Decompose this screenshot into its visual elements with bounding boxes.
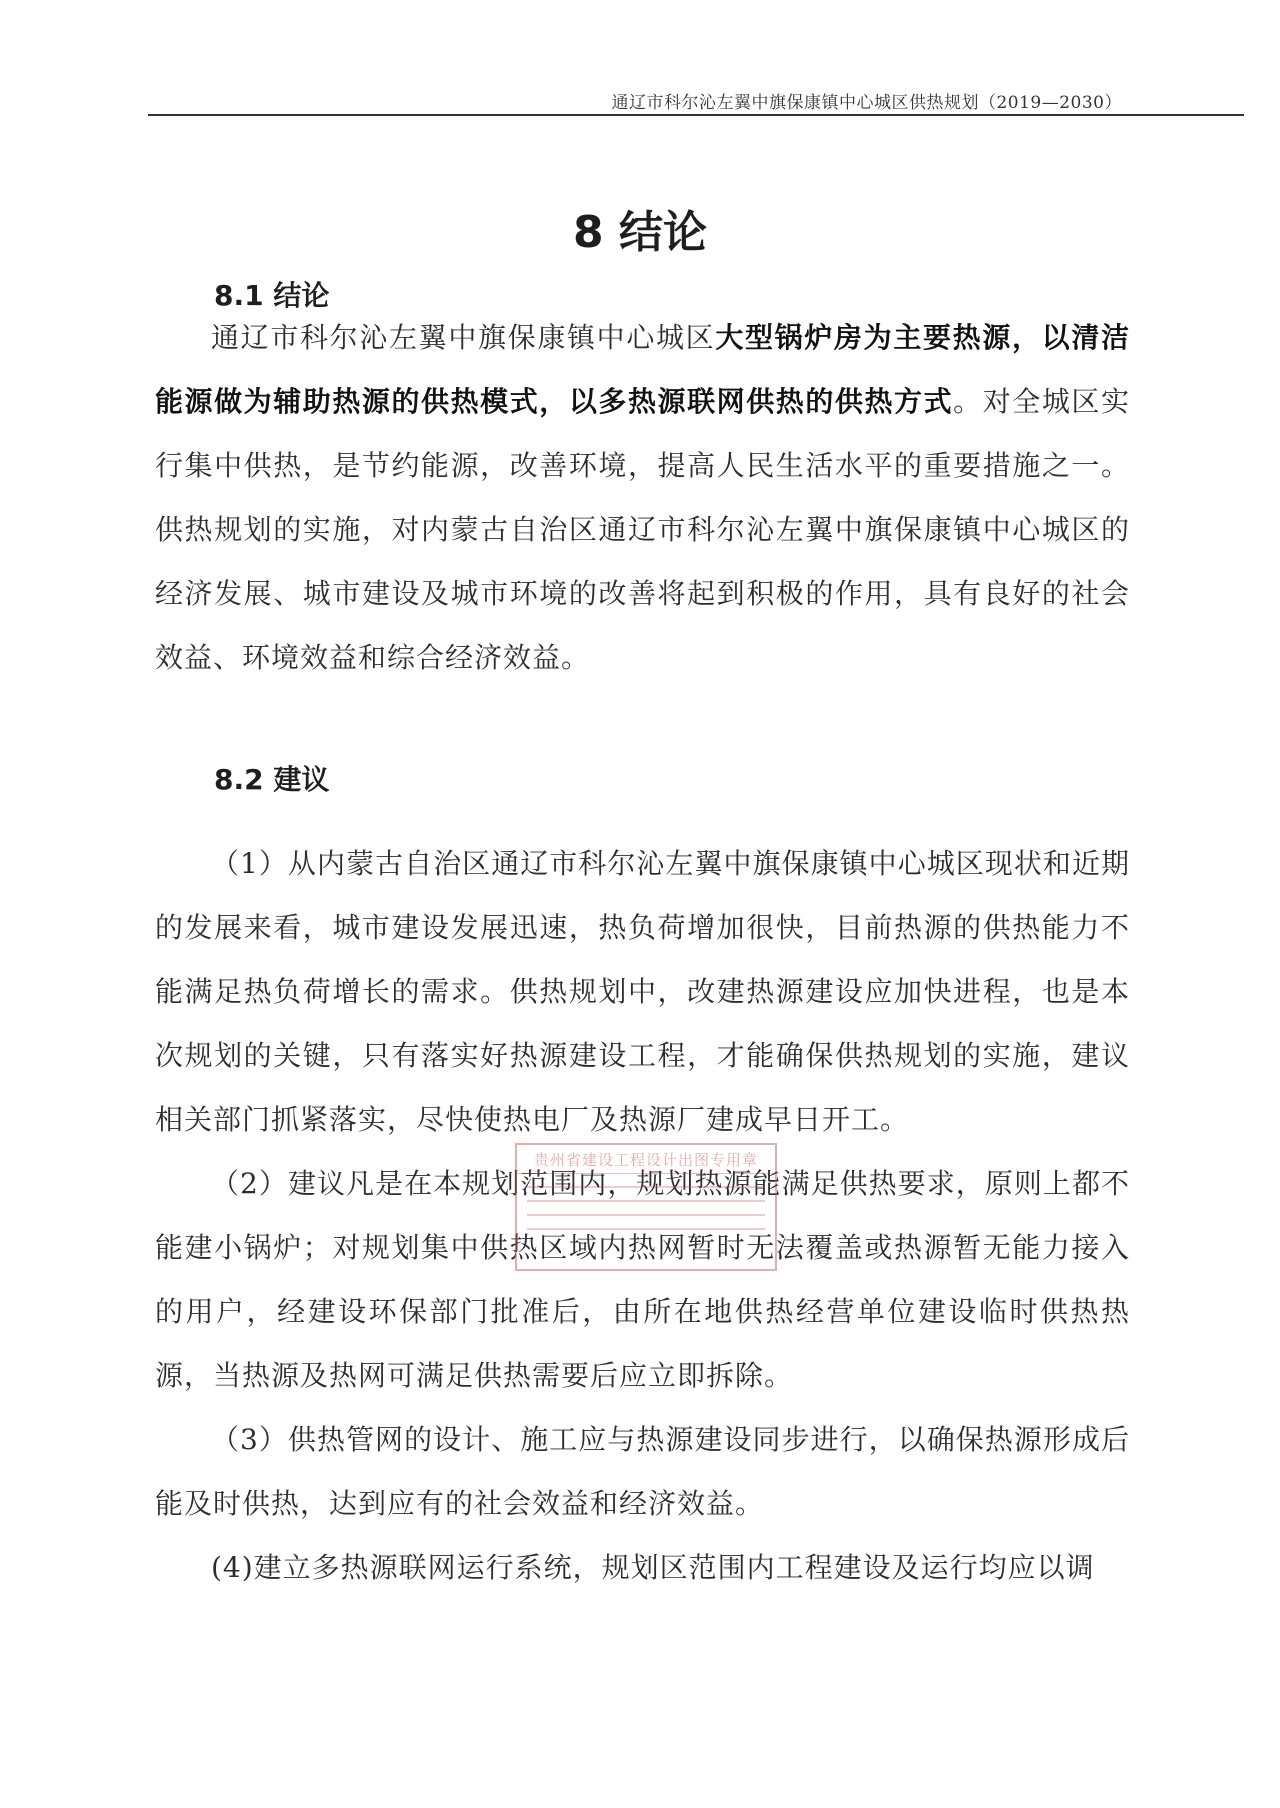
stamp-title: 贵州省建设工程设计出图专用章 bbox=[517, 1145, 775, 1174]
conclusion-tail-text: 。对全城区实行集中供热，是节约能源，改善环境，提高人民生活水平的重要措施之一。供热规划的实施，对内蒙古自治区通辽市科尔沁左翼中旗保康镇中心城区的经济发展、城市建设及城市环境的改善将起到积极的作用，具有良好的社会效益、环境效益和综合经济效益。 bbox=[155, 385, 1130, 674]
suggestion-item-2: （2）建议凡是在本规划范围内，规划热源能满足供热要求，原则上都不能建小锅炉；对规划集中供热区域内热网暂时无法覆盖或热源暂无能力接入的用户，经建设环保部门批准后，由所在地供热经营单位建设临时供热热源，当热源及热网可满足供热需要后应立即拆除。 bbox=[155, 1167, 1130, 1392]
running-header-title: 通辽市科尔沁左翼中旗保康镇中心城区供热规划（2019—2030） bbox=[611, 93, 1122, 113]
section-heading-suggestions: 8.2 建议 bbox=[214, 763, 330, 796]
conclusion-paragraph bbox=[155, 306, 1130, 690]
section-heading-conclusion: 8.1 结论 bbox=[214, 279, 330, 312]
conclusion-lead-text: 通辽市科尔沁左翼中旗保康镇中心城区 bbox=[211, 321, 716, 354]
conclusion-bold-text: 大型锅炉房为主要热源，以清洁能源做为辅助热源的供热模式，以多热源联网供热的供热方式 bbox=[155, 321, 1130, 418]
header-divider bbox=[148, 114, 1244, 116]
chapter-title: 8 结论 bbox=[573, 207, 707, 258]
suggestion-item-3: （3）供热管网的设计、施工应与热源建设同步进行，以确保热源形成后能及时供热，达到应有的社会效益和经济效益。 bbox=[155, 1423, 1130, 1520]
suggestion-item-4: (4)建立多热源联网运行系统，规划区范围内工程建设及运行均应以调 bbox=[211, 1551, 1095, 1584]
suggestion-item-1: （1）从内蒙古自治区通辽市科尔沁左翼中旗保康镇中心城区现状和近期的发展来看，城市建设发展迅速，热负荷增加很快，目前热源的供热能力不能满足热负荷增长的需求。供热规划中，改建热源建设应加快进程，也是本次规划的关键，只有落实好热源建设工程，才能确保供热规划的实施，建议相关部门抓紧落实，尽快使热电厂及热源厂建成早日开工。 bbox=[155, 847, 1130, 1136]
